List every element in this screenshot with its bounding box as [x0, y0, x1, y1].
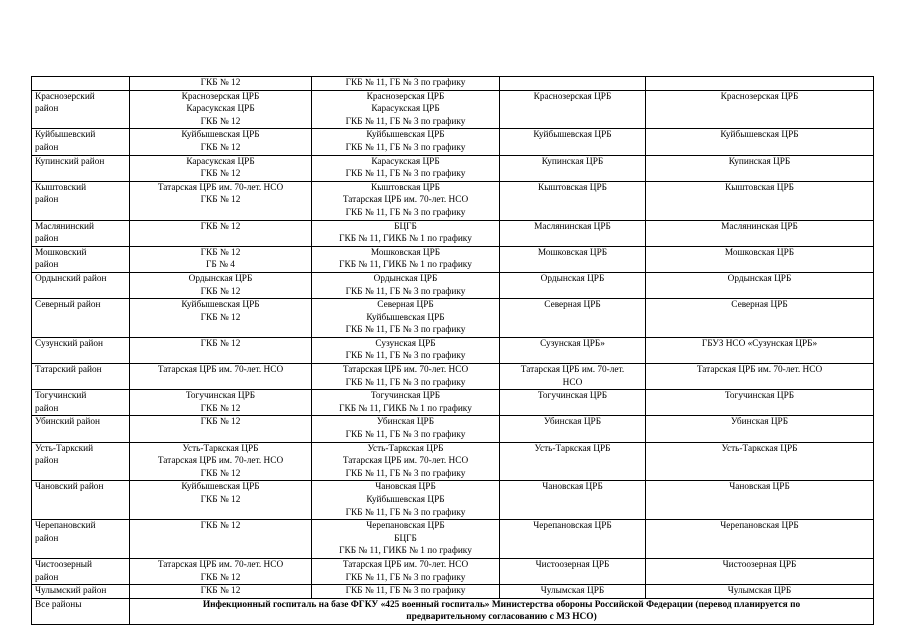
cell-line: Чулымский район	[35, 586, 107, 597]
organization-cell	[646, 77, 874, 91]
primary-hospital-cell	[130, 299, 312, 338]
reserve-hospital-cell	[312, 155, 500, 181]
cell-line: Северный район	[35, 300, 101, 311]
district-cell	[32, 442, 130, 481]
cell-line: Черепановская ЦРБ	[366, 521, 445, 532]
document-body	[31, 76, 874, 625]
organization-cell	[646, 520, 874, 559]
cell-line: ГКБ № 11, ГБ № 3 по графику	[345, 325, 466, 336]
district-cell	[32, 299, 130, 338]
cell-line: Маслянинский	[35, 221, 94, 232]
all-districts-note-line: Инфекционный госпиталь на базе ФГКУ «425 военный госпиталь» Министерства обороны Российской Федерации (перевод планируется по	[202, 599, 801, 610]
all-districts-row	[32, 598, 874, 624]
cell-line: Чановская ЦРБ	[729, 482, 790, 493]
cell-line: Краснозерская ЦРБ	[181, 91, 260, 102]
cell-line: ГКБ № 11, ГБ № 3 по графику	[345, 169, 466, 180]
primary-hospital-cell	[130, 155, 312, 181]
cell-line: район	[35, 142, 59, 153]
primary-hospital-cell	[130, 481, 312, 520]
reserve-hospital-cell	[312, 558, 500, 584]
cell-line: район	[35, 572, 59, 583]
primary-hospital-cell	[130, 558, 312, 584]
local-hospital-cell	[500, 337, 646, 363]
cell-line: Мошковская ЦРБ	[537, 247, 608, 258]
cell-line: ГКБ № 12	[200, 312, 241, 323]
cell-line: ГКБ № 12	[200, 286, 241, 297]
primary-hospital-cell	[130, 364, 312, 390]
cell-line: Северная ЦРБ	[731, 300, 788, 311]
primary-hospital-cell	[130, 129, 312, 155]
district-cell	[32, 129, 130, 155]
cell-line: Ордынский район	[35, 273, 107, 284]
district-cell	[32, 481, 130, 520]
cell-line: Кыштовская ЦРБ	[538, 182, 607, 193]
cell-line: район	[35, 403, 59, 414]
reserve-hospital-cell	[312, 416, 500, 442]
cell-line: ГКБ № 11, ГБ № 3 по графику	[345, 430, 466, 441]
cell-line: ГКБ № 12	[200, 78, 241, 88]
district-cell	[32, 77, 130, 91]
local-hospital-cell	[500, 416, 646, 442]
cell-line: ГКБ № 11, ГБ № 3 по графику	[345, 468, 466, 479]
cell-line: ГКБ № 12	[200, 521, 241, 532]
organization-cell	[646, 364, 874, 390]
local-hospital-cell	[500, 77, 646, 91]
cell-line: ГКБ № 12	[200, 247, 241, 258]
all-districts-note-line: предварительному согласованию с МЗ НСО)	[406, 612, 597, 623]
cell-line: ГКБ № 11, ГБ № 3 по графику	[345, 142, 466, 153]
cell-line: Куйбышевский	[35, 130, 96, 141]
cell-line: Купинский район	[35, 156, 105, 167]
cell-line: ГКБ № 12	[200, 338, 241, 349]
cell-line: район	[35, 260, 59, 271]
reserve-hospital-cell	[312, 77, 500, 91]
cell-line: ГКБ № 12	[200, 221, 241, 232]
cell-line: Усть-Таркская ЦРБ	[721, 443, 798, 454]
local-hospital-cell	[500, 520, 646, 559]
cell-line: район	[35, 104, 59, 115]
cell-line: Татарская ЦРБ им. 70-лет. НСО	[342, 195, 469, 206]
district-cell	[32, 272, 130, 298]
cell-line: Сузунская ЦРБ»	[540, 338, 605, 349]
local-hospital-cell	[500, 558, 646, 584]
primary-hospital-cell	[130, 272, 312, 298]
organization-cell	[646, 416, 874, 442]
cell-line: ГКБ № 12	[200, 572, 241, 583]
reserve-hospital-cell	[312, 585, 500, 599]
primary-hospital-cell	[130, 220, 312, 246]
cell-line: Кыштовская ЦРБ	[725, 182, 794, 193]
cell-line: Татарская ЦРБ им. 70-лет. НСО	[342, 456, 469, 467]
table-row	[32, 390, 874, 416]
reserve-hospital-cell	[312, 90, 500, 129]
cell-line: Сузунский район	[35, 338, 104, 349]
district-cell	[32, 416, 130, 442]
cell-line: ГБ № 4	[206, 260, 235, 271]
cell-line: Чистоозерная ЦРБ	[535, 559, 610, 570]
cell-line: район	[35, 195, 59, 206]
district-cell	[32, 220, 130, 246]
cell-line: Ордынская ЦРБ	[727, 273, 792, 284]
cell-line: Чановский район	[35, 482, 104, 493]
district-cell	[32, 90, 130, 129]
local-hospital-cell	[500, 481, 646, 520]
organization-cell	[646, 299, 874, 338]
cell-line: Усть-Таркская ЦРБ	[182, 443, 259, 454]
primary-hospital-cell	[130, 442, 312, 481]
cell-line: ГКБ № 11, ГИКБ № 1 по графику	[339, 260, 472, 271]
district-cell	[32, 181, 130, 220]
cell-line: ГКБ № 11, ГБ № 3 по графику	[345, 116, 466, 127]
reserve-hospital-cell	[312, 220, 500, 246]
table-row	[32, 585, 874, 599]
cell-line: Маслянинская ЦРБ	[721, 221, 798, 232]
cell-line: Тогучинская ЦРБ	[724, 391, 795, 402]
cell-line: Татарская ЦРБ им. 70-лет. НСО	[157, 559, 284, 570]
cell-line: Карасукская ЦРБ	[371, 156, 440, 167]
district-cell	[32, 155, 130, 181]
cell-line: Краснозерская ЦРБ	[533, 91, 612, 102]
district-cell	[32, 558, 130, 584]
table-row	[32, 272, 874, 298]
table-row	[32, 481, 874, 520]
district-cell	[32, 390, 130, 416]
organization-cell	[646, 337, 874, 363]
organization-cell	[646, 442, 874, 481]
reserve-hospital-cell	[312, 364, 500, 390]
primary-hospital-cell	[130, 90, 312, 129]
cell-line: ГКБ № 12	[200, 169, 241, 180]
district-cell	[32, 246, 130, 272]
cell-line: ГКБ № 12	[200, 586, 241, 597]
reserve-hospital-cell	[312, 442, 500, 481]
table-row	[32, 416, 874, 442]
cell-line: Татарская ЦРБ им. 70-лет. НСО	[157, 182, 284, 193]
table-row	[32, 77, 874, 91]
cell-line: Куйбышевская ЦРБ	[533, 130, 612, 141]
cell-line: ГКБ № 12	[200, 116, 241, 127]
cell-line: Усть-Таркский	[35, 443, 94, 454]
cell-line: Куйбышевская ЦРБ	[181, 300, 260, 311]
cell-line: Куйбышевская ЦРБ	[366, 495, 445, 505]
reserve-hospital-cell	[312, 181, 500, 220]
local-hospital-cell	[500, 246, 646, 272]
reserve-hospital-cell	[312, 390, 500, 416]
cell-line: Куйбышевская ЦРБ	[181, 130, 260, 141]
cell-line: ГКБ № 11, ГИКБ № 1 по графику	[339, 234, 472, 245]
primary-hospital-cell	[130, 520, 312, 559]
cell-line: Краснозерская ЦРБ	[720, 91, 799, 102]
cell-line: Татарская ЦРБ им. 70-лет. НСО	[157, 456, 284, 467]
cell-line: Кыштовский	[35, 182, 87, 193]
table-row	[32, 129, 874, 155]
cell-line: Куйбышевская ЦРБ	[366, 312, 445, 323]
table-row	[32, 155, 874, 181]
table-row	[32, 246, 874, 272]
cell-line: Мошковская ЦРБ	[724, 247, 795, 258]
cell-line: ГКБ № 11, ГБ № 3 по графику	[345, 586, 466, 597]
table-row	[32, 364, 874, 390]
local-hospital-cell	[500, 90, 646, 129]
cell-line: Кыштовская ЦРБ	[371, 182, 440, 193]
cell-line: Усть-Таркская ЦРБ	[367, 443, 444, 454]
cell-line: ГКБ № 12	[200, 403, 241, 414]
cell-line: Купинская ЦРБ	[728, 156, 791, 167]
cell-line: Ордынская ЦРБ	[373, 273, 438, 284]
organization-cell	[646, 246, 874, 272]
cell-line: Чистоозерный	[35, 559, 93, 570]
hospital-routing-table	[31, 76, 874, 625]
cell-line: Маслянинская ЦРБ	[534, 221, 611, 232]
cell-line: Ордынская ЦРБ	[540, 273, 605, 284]
cell-line: ГКБ № 11, ГБ № 3 по графику	[345, 351, 466, 362]
cell-line: Убинский район	[35, 417, 100, 428]
table-row	[32, 90, 874, 129]
organization-cell	[646, 585, 874, 599]
local-hospital-cell	[500, 299, 646, 338]
cell-line: Черепановская ЦРБ	[533, 521, 612, 532]
cell-line: ГКБ № 11, ГБ № 3 по графику	[345, 207, 466, 218]
cell-line: Мошковская ЦРБ	[370, 247, 441, 258]
reserve-hospital-cell	[312, 337, 500, 363]
cell-line: ГКБ № 11, ГБ № 3 по графику	[345, 572, 466, 583]
reserve-hospital-cell	[312, 272, 500, 298]
local-hospital-cell	[500, 220, 646, 246]
primary-hospital-cell	[130, 337, 312, 363]
cell-line: Чулымская ЦРБ	[540, 586, 605, 597]
local-hospital-cell	[500, 155, 646, 181]
local-hospital-cell	[500, 181, 646, 220]
table-row	[32, 558, 874, 584]
primary-hospital-cell	[130, 416, 312, 442]
primary-hospital-cell	[130, 390, 312, 416]
cell-line: Карасукская ЦРБ	[371, 104, 440, 115]
local-hospital-cell	[500, 442, 646, 481]
cell-line: Сузунская ЦРБ	[375, 338, 436, 349]
cell-line: район	[35, 456, 59, 467]
cell-line: Мошковский	[35, 247, 87, 258]
organization-cell	[646, 220, 874, 246]
all-districts-note	[130, 598, 874, 624]
local-hospital-cell	[500, 390, 646, 416]
district-cell	[32, 520, 130, 559]
cell-line: Чановская ЦРБ	[542, 482, 603, 493]
cell-line: ГКБ № 11, ГБ № 3 по графику	[345, 507, 466, 518]
all-districts-label: Все районы	[32, 598, 130, 624]
organization-cell	[646, 155, 874, 181]
local-hospital-cell	[500, 364, 646, 390]
primary-hospital-cell	[130, 77, 312, 91]
reserve-hospital-cell	[312, 299, 500, 338]
local-hospital-cell	[500, 129, 646, 155]
organization-cell	[646, 129, 874, 155]
local-hospital-cell	[500, 272, 646, 298]
cell-line: Краснозерская ЦРБ	[366, 91, 445, 102]
reserve-hospital-cell	[312, 129, 500, 155]
cell-line: Ордынская ЦРБ	[188, 273, 253, 284]
cell-line: НСО	[562, 377, 583, 388]
cell-line: Татарский район	[35, 365, 102, 376]
organization-cell	[646, 390, 874, 416]
cell-line: Чулымская ЦРБ	[727, 586, 792, 597]
cell-line: ГКБ № 12	[200, 417, 241, 428]
cell-line: Татарская ЦРБ им. 70-лет. НСО	[696, 365, 823, 376]
table-footer-body	[32, 598, 874, 624]
table-row	[32, 442, 874, 481]
cell-line: БЦГБ	[394, 533, 417, 544]
cell-line: ГКБ № 12	[200, 195, 241, 206]
cell-line: Убинская ЦРБ	[376, 417, 435, 428]
cell-line: Татарская ЦРБ им. 70-лет. НСО	[342, 365, 469, 376]
cell-line: ГКБ № 12	[200, 468, 241, 479]
cell-line: ГКБ № 11, ГБ № 3 по графику	[345, 377, 466, 388]
cell-line: Куйбышевская ЦРБ	[181, 482, 260, 493]
reserve-hospital-cell	[312, 520, 500, 559]
cell-line: Купинская ЦРБ	[541, 156, 604, 167]
cell-line: Куйбышевская ЦРБ	[720, 130, 799, 141]
cell-line: БЦГБ	[394, 221, 417, 232]
table-row	[32, 337, 874, 363]
cell-line: Татарская ЦРБ им. 70-лет. НСО	[157, 365, 284, 376]
cell-line: ГКБ № 11, ГБ № 3 по графику	[345, 78, 466, 88]
cell-line: Убинская ЦРБ	[543, 417, 602, 428]
cell-line: Тогучинская ЦРБ	[185, 391, 256, 402]
district-cell	[32, 585, 130, 599]
cell-line: Куйбышевская ЦРБ	[366, 130, 445, 141]
primary-hospital-cell	[130, 585, 312, 599]
table-row	[32, 520, 874, 559]
cell-line: Тогучинская ЦРБ	[537, 391, 608, 402]
cell-line: ГБУЗ НСО «Сузунская ЦРБ»	[701, 338, 818, 349]
cell-line: Черепановская ЦРБ	[720, 521, 799, 532]
cell-line: Чистоозерная ЦРБ	[722, 559, 797, 570]
organization-cell	[646, 481, 874, 520]
organization-cell	[646, 90, 874, 129]
organization-cell	[646, 181, 874, 220]
cell-line: Татарская ЦРБ им. 70-лет. НСО	[342, 559, 469, 570]
local-hospital-cell	[500, 585, 646, 599]
reserve-hospital-cell	[312, 481, 500, 520]
cell-line: Черепановский	[35, 521, 96, 532]
table-body	[32, 77, 874, 599]
primary-hospital-cell	[130, 181, 312, 220]
cell-line: Чановская ЦРБ	[375, 482, 436, 493]
table-row	[32, 181, 874, 220]
cell-line: Татарская ЦРБ им. 70-лет.	[520, 365, 625, 376]
reserve-hospital-cell	[312, 246, 500, 272]
cell-line: ГКБ № 11, ГИКБ № 1 по графику	[339, 403, 472, 414]
cell-line: район	[35, 234, 59, 245]
cell-line: район	[35, 533, 59, 544]
cell-line: Краснозерский	[35, 91, 95, 102]
cell-line: Усть-Таркская ЦРБ	[534, 443, 611, 454]
cell-line: Северная ЦРБ	[544, 300, 601, 311]
cell-line: Тогучинская ЦРБ	[370, 391, 441, 402]
cell-line: Карасукская ЦРБ	[186, 156, 255, 167]
cell-line: Северная ЦРБ	[377, 300, 434, 311]
organization-cell	[646, 272, 874, 298]
organization-cell	[646, 558, 874, 584]
table-row	[32, 220, 874, 246]
cell-line: Карасукская ЦРБ	[186, 104, 255, 115]
cell-line: ГКБ № 12	[200, 142, 241, 153]
district-cell	[32, 364, 130, 390]
cell-line: Убинская ЦРБ	[730, 417, 789, 428]
cell-line: ГКБ № 11, ГИКБ № 1 по графику	[339, 546, 472, 557]
district-cell	[32, 337, 130, 363]
table-row	[32, 299, 874, 338]
primary-hospital-cell	[130, 246, 312, 272]
cell-line: ГКБ № 12	[200, 495, 241, 505]
cell-line: ГКБ № 11, ГБ № 3 по графику	[345, 286, 466, 297]
cell-line: Тогучинский	[35, 391, 87, 402]
